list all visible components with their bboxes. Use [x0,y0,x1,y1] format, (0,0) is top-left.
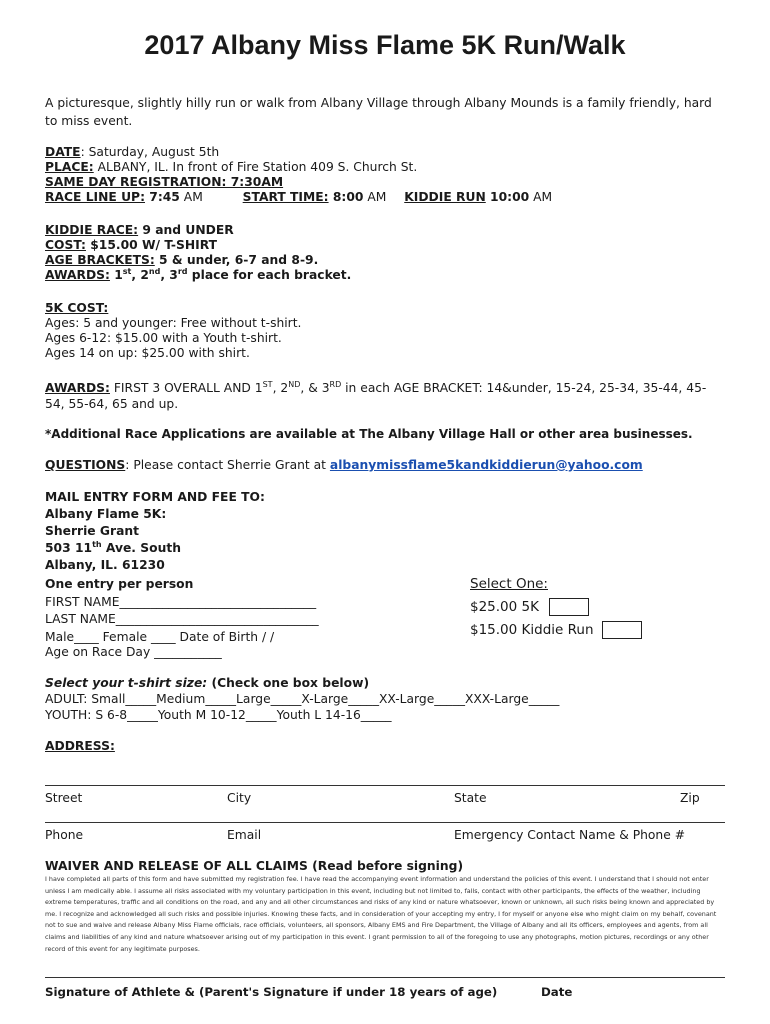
phone-label: Phone [45,828,84,842]
place-line [45,160,552,175]
awards-label: AWARDS: [45,381,110,395]
option-kiddie-label: $15.00 Kiddie Run [470,622,594,638]
date-signature-label: Date [541,985,573,999]
mail-heading: MAIL ENTRY FORM AND FEE TO: [45,490,265,504]
waiver-heading: WAIVER AND RELEASE OF ALL CLAIMS (Read before signing) [45,859,464,873]
contact-email-link[interactable]: albanymissflame5kandkiddierun@yahoo.com [329,458,643,472]
last-name-field[interactable]: LAST NAME_________________________________ [45,612,319,626]
address-line-top [45,785,725,786]
lineup-label: RACE LINE UP: [45,190,145,204]
awards-1: 1 [109,268,123,282]
gender-dob-field[interactable]: Male____ Female ____ Date of Birth / / [45,629,275,644]
kiddie-awards-label: AWARDS: [45,268,110,282]
age-brackets-value: 5 & under, 6-7 and 8-9. [154,253,319,267]
awards-text-4: in each AGE BRACKET: 14&under, 15-24, 25-34, 35-44, 45-54, 55-64, 65 and up. [45,381,707,411]
awards-block [45,380,725,412]
awards-2: , 2 [131,268,149,282]
5k-cost-line1: Ages: 5 and younger: Free without t-shirt. [45,316,302,330]
city-label: City [227,791,252,805]
start-am: AM [363,190,387,204]
awards-3-sup: rd [177,266,188,276]
awards-sup-2: ND [288,379,301,389]
start-label: START TIME: [242,190,329,204]
date-line [45,145,552,160]
tshirt-block [45,675,559,723]
address-label: ADDRESS: [45,739,115,753]
times-line [45,190,552,205]
kiddie-race-block [45,223,351,283]
kiddie-run-value: 10:00 [485,190,530,204]
awards-text-1: FIRST 3 OVERALL AND 1 [109,381,263,395]
5k-cost-block [45,301,301,361]
kiddie-run-label: KIDDIE RUN [404,190,486,204]
date-value: : Saturday, August 5th [80,145,220,159]
adult-sizes-field[interactable]: ADULT: Small_____Medium_____Large_____X-Large_____XX-Large_____XXX-Large_____ [45,692,560,706]
kiddie-race-label: KIDDIE RACE: [45,223,139,237]
event-intro: A picturesque, slightly hilly run or walk from Albany Village through Albany Mounds is a family friendly, hard to miss event. [45,96,712,128]
kiddie-cost-label: COST: [45,238,86,252]
event-details [45,145,552,205]
additional-applications-note: *Additional Race Applications are available at The Albany Village Hall or other area businesses. [45,427,693,441]
option-5k-label: $25.00 5K [470,599,539,615]
5k-cost-line2: Ages 6-12: $15.00 with a Youth t-shirt. [45,331,282,345]
same-day-registration: SAME DAY REGISTRATION: 7:30AM [45,175,284,189]
youth-sizes-field[interactable]: YOUTH: S 6-8_____Youth M 10-12_____Youth L 14-16_____ [45,708,392,722]
tshirt-heading [45,675,559,691]
kiddie-cost-line [45,238,351,253]
kiddie-run-am: AM [529,190,553,204]
awards-1-sup: st [122,266,132,276]
start-value: 8:00 [328,190,364,204]
first-name-field[interactable]: FIRST NAME________________________________ [45,594,317,609]
awards-text-3: , & 3 [300,381,330,395]
zip-label: Zip [680,791,700,805]
select-one-heading: Select One: [470,576,548,592]
kiddie-race-line [45,223,351,238]
awards-sup-3: RD [329,379,342,389]
mail-name-1: Albany Flame 5K: [45,507,167,521]
awards-sup-1: ST [262,379,273,389]
option-kiddie-row [470,619,642,642]
waiver-text: I have completed all parts of this form and have submitted my registration fee. I have read the accompanying event information and understand the policies of this event. I understand that I should not enter unless I am medically able. I assume all risks associated with my voluntary participation in this event, including but not limited to, falls, contact with other participants, the effects of the weather, including extreme temperatures, traffic and all conditions on the road, and any and all other circumstances and risks of any kind or nature whatsoever, known or unknown, all such risks being known and appreciated by me. I recognize and acknowledged all such risks and possible injuries. Knowing these facts, and in consideration of your accepting my entry, I for myself or anyone else who might claim on my behalf, covenant not to sue and waive and release Albany Miss Flame officials, race officials, volunteers, all sponsors, Albany EMS and Fire Department, the Village of Albany and all its officers, employees and agents, from all claims and liabilities of any kind and nature whatsoever arising out of my participation in this event. I grant permission to all of the foregoing to use any photographs, motion pictures, recordings or any other record of this event for any legitimate purposes. [45,875,717,953]
questions-text: : Please contact Sherrie Grant at [125,458,330,472]
questions-label: QUESTIONS [45,458,126,472]
awards-rest: place for each bracket. [187,268,352,282]
awards-3: , 3 [160,268,178,282]
mail-address-line [45,540,265,557]
page-title: 2017 Albany Miss Flame 5K Run/Walk [144,30,626,60]
emergency-contact-label: Emergency Contact Name & Phone # [454,828,686,842]
mail-city: Albany, IL. 61230 [45,558,165,572]
age-on-race-day-field[interactable]: Age on Race Day ___________ [45,645,222,659]
address-line-bottom [45,822,725,823]
mail-name-2: Sherrie Grant [45,524,140,538]
place-label: PLACE: [45,160,94,174]
signature-label: Signature of Athlete & (Parent's Signature if under 18 years of age) [45,985,498,999]
email-label: Email [227,828,262,842]
place-value: ALBANY, IL. In front of Fire Station 409 S. Church St. [93,160,418,174]
awards-text-2: , 2 [272,381,289,395]
mail-addr-sup: th [92,539,102,549]
kiddie-awards-line [45,268,351,283]
age-brackets-label: AGE BRACKETS: [45,253,155,267]
mail-addr-num: 503 11 [45,541,93,555]
5k-cost-line3: Ages 14 on up: $25.00 with shirt. [45,346,250,360]
mail-entry-block [45,489,265,574]
signature-line [45,977,725,978]
entry-fields-block [45,576,319,662]
state-label: State [454,791,487,805]
lineup-am: AM [179,190,203,204]
date-label: DATE [45,145,81,159]
tshirt-heading-rest: (Check one box below) [207,676,370,690]
option-5k-checkbox[interactable] [549,598,589,616]
awards-2-sup: nd [148,266,161,276]
mail-addr-rest: Ave. South [101,541,181,555]
kiddie-cost-value: $15.00 W/ T-SHIRT [85,238,218,252]
lineup-value: 7:45 [145,190,180,204]
option-5k-row [470,596,642,619]
questions-line [45,458,643,473]
street-label: Street [45,791,83,805]
5k-cost-label: 5K COST: [45,301,109,315]
one-entry-note: One entry per person [45,577,194,591]
race-selection [470,573,642,642]
option-kiddie-checkbox[interactable] [602,621,642,639]
tshirt-heading-italic: Select your t-shirt size: [45,676,208,690]
kiddie-race-value: 9 and UNDER [138,223,234,237]
age-brackets-line [45,253,351,268]
